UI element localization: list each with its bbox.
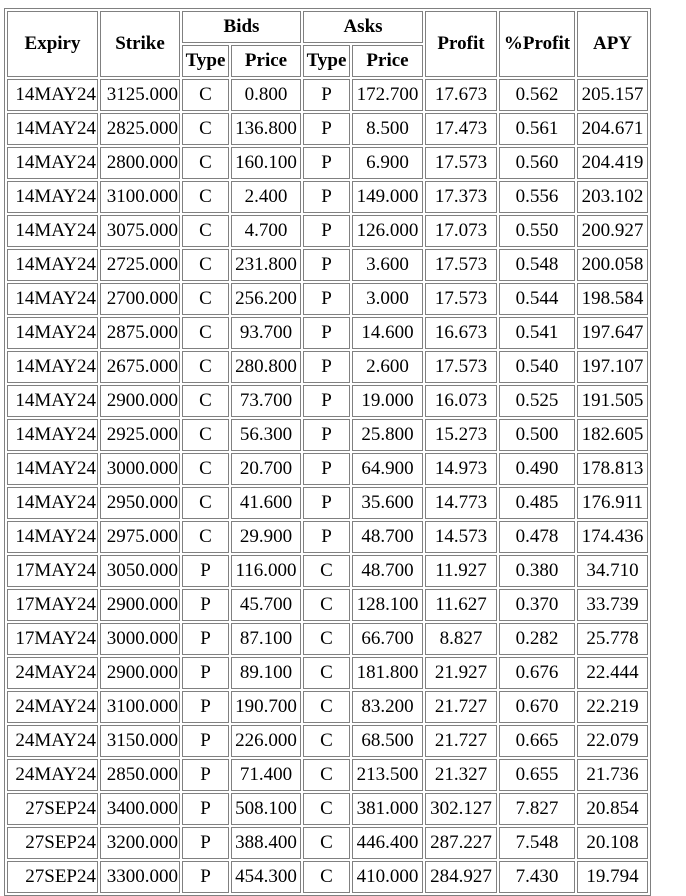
cell-bid-type: P: [182, 793, 229, 825]
cell-bid-type: C: [182, 113, 229, 145]
cell-pct-profit: 7.548: [499, 827, 575, 859]
table-body: [7, 79, 648, 893]
cell-ask-type: P: [303, 521, 350, 553]
cell-profit: 11.927: [425, 555, 497, 587]
table-row: [7, 691, 648, 723]
header-apy: APY: [577, 11, 648, 77]
cell-pct-profit: 0.665: [499, 725, 575, 757]
cell-bid-type: C: [182, 283, 229, 315]
cell-ask-type: C: [303, 725, 350, 757]
cell-expiry: 14MAY24: [7, 147, 98, 179]
cell-apy: 174.436: [577, 521, 648, 553]
header-expiry: Expiry: [7, 11, 98, 77]
cell-profit: 8.827: [425, 623, 497, 655]
table-row: [7, 419, 648, 451]
table-row: [7, 521, 648, 553]
cell-apy: 197.107: [577, 351, 648, 383]
cell-ask-type: C: [303, 555, 350, 587]
cell-bid-price: 29.900: [231, 521, 301, 553]
cell-expiry: 17MAY24: [7, 623, 98, 655]
cell-ask-price: 25.800: [352, 419, 423, 451]
cell-apy: 200.927: [577, 215, 648, 247]
cell-pct-profit: 0.548: [499, 249, 575, 281]
cell-expiry: 14MAY24: [7, 79, 98, 111]
cell-strike: 3300.000: [100, 861, 180, 893]
cell-apy: 20.854: [577, 793, 648, 825]
cell-expiry: 14MAY24: [7, 419, 98, 451]
cell-bid-type: P: [182, 555, 229, 587]
cell-apy: 22.219: [577, 691, 648, 723]
cell-pct-profit: 0.500: [499, 419, 575, 451]
cell-ask-price: 64.900: [352, 453, 423, 485]
cell-expiry: 14MAY24: [7, 113, 98, 145]
cell-bid-type: C: [182, 79, 229, 111]
cell-pct-profit: 0.550: [499, 215, 575, 247]
cell-profit: 14.773: [425, 487, 497, 519]
cell-expiry: 24MAY24: [7, 725, 98, 757]
cell-profit: 16.673: [425, 317, 497, 349]
header-row-top: [7, 11, 648, 43]
table-row: [7, 317, 648, 349]
cell-ask-type: C: [303, 827, 350, 859]
table-row: [7, 385, 648, 417]
cell-apy: 203.102: [577, 181, 648, 213]
cell-expiry: 27SEP24: [7, 827, 98, 859]
cell-bid-type: P: [182, 725, 229, 757]
cell-bid-type: P: [182, 759, 229, 791]
cell-bid-price: 0.800: [231, 79, 301, 111]
header-ask-type: Type: [303, 45, 350, 77]
cell-ask-price: 68.500: [352, 725, 423, 757]
cell-expiry: 14MAY24: [7, 351, 98, 383]
header-bid-price: Price: [231, 45, 301, 77]
table-row: [7, 215, 648, 247]
cell-bid-type: C: [182, 181, 229, 213]
cell-bid-price: 73.700: [231, 385, 301, 417]
cell-expiry: 14MAY24: [7, 487, 98, 519]
cell-strike: 3150.000: [100, 725, 180, 757]
table-row: [7, 793, 648, 825]
cell-apy: 176.911: [577, 487, 648, 519]
cell-bid-price: 45.700: [231, 589, 301, 621]
cell-ask-price: 48.700: [352, 521, 423, 553]
cell-expiry: 14MAY24: [7, 215, 98, 247]
cell-apy: 19.794: [577, 861, 648, 893]
cell-bid-type: C: [182, 419, 229, 451]
cell-pct-profit: 0.544: [499, 283, 575, 315]
cell-bid-type: P: [182, 861, 229, 893]
cell-strike: 3125.000: [100, 79, 180, 111]
cell-strike: 3000.000: [100, 453, 180, 485]
cell-bid-type: C: [182, 487, 229, 519]
table-row: [7, 79, 648, 111]
cell-expiry: 24MAY24: [7, 657, 98, 689]
cell-expiry: 14MAY24: [7, 181, 98, 213]
cell-ask-type: C: [303, 623, 350, 655]
cell-pct-profit: 0.676: [499, 657, 575, 689]
cell-ask-type: P: [303, 79, 350, 111]
cell-pct-profit: 7.430: [499, 861, 575, 893]
cell-profit: 17.573: [425, 249, 497, 281]
cell-bid-price: 454.300: [231, 861, 301, 893]
cell-bid-price: 71.400: [231, 759, 301, 791]
cell-pct-profit: 0.370: [499, 589, 575, 621]
cell-pct-profit: 0.478: [499, 521, 575, 553]
cell-ask-price: 149.000: [352, 181, 423, 213]
cell-ask-type: P: [303, 283, 350, 315]
table-row: [7, 759, 648, 791]
cell-profit: 21.727: [425, 691, 497, 723]
cell-apy: 200.058: [577, 249, 648, 281]
cell-strike: 3000.000: [100, 623, 180, 655]
cell-strike: 3400.000: [100, 793, 180, 825]
header-ask-price: Price: [352, 45, 423, 77]
cell-expiry: 14MAY24: [7, 317, 98, 349]
header-pct-profit: %Profit: [499, 11, 575, 77]
cell-apy: 22.444: [577, 657, 648, 689]
cell-ask-type: P: [303, 419, 350, 451]
table-row: [7, 589, 648, 621]
cell-expiry: 14MAY24: [7, 385, 98, 417]
cell-ask-type: C: [303, 759, 350, 791]
cell-strike: 2800.000: [100, 147, 180, 179]
cell-ask-type: P: [303, 453, 350, 485]
cell-ask-type: C: [303, 793, 350, 825]
cell-bid-type: P: [182, 827, 229, 859]
cell-profit: 287.227: [425, 827, 497, 859]
cell-profit: 17.073: [425, 215, 497, 247]
cell-bid-type: P: [182, 691, 229, 723]
cell-pct-profit: 0.670: [499, 691, 575, 723]
cell-profit: 302.127: [425, 793, 497, 825]
cell-bid-price: 160.100: [231, 147, 301, 179]
header-bid-type: Type: [182, 45, 229, 77]
cell-bid-price: 116.000: [231, 555, 301, 587]
cell-profit: 14.573: [425, 521, 497, 553]
cell-apy: 178.813: [577, 453, 648, 485]
cell-ask-price: 2.600: [352, 351, 423, 383]
cell-pct-profit: 0.541: [499, 317, 575, 349]
cell-bid-price: 508.100: [231, 793, 301, 825]
cell-ask-type: C: [303, 589, 350, 621]
cell-bid-type: C: [182, 521, 229, 553]
cell-bid-type: C: [182, 215, 229, 247]
cell-ask-price: 181.800: [352, 657, 423, 689]
cell-bid-type: P: [182, 589, 229, 621]
cell-strike: 3075.000: [100, 215, 180, 247]
cell-pct-profit: 0.655: [499, 759, 575, 791]
cell-apy: 204.671: [577, 113, 648, 145]
table-row: [7, 283, 648, 315]
table-row: [7, 113, 648, 145]
cell-ask-type: C: [303, 691, 350, 723]
table-row: [7, 453, 648, 485]
header-bids: Bids: [182, 11, 301, 43]
cell-ask-price: 14.600: [352, 317, 423, 349]
cell-ask-type: P: [303, 113, 350, 145]
header-profit: Profit: [425, 11, 497, 77]
cell-expiry: 27SEP24: [7, 793, 98, 825]
cell-pct-profit: 7.827: [499, 793, 575, 825]
cell-ask-type: P: [303, 385, 350, 417]
cell-strike: 2725.000: [100, 249, 180, 281]
cell-profit: 284.927: [425, 861, 497, 893]
cell-expiry: 17MAY24: [7, 589, 98, 621]
cell-ask-price: 8.500: [352, 113, 423, 145]
cell-profit: 21.927: [425, 657, 497, 689]
table-header: [7, 11, 648, 77]
cell-pct-profit: 0.525: [499, 385, 575, 417]
cell-strike: 2675.000: [100, 351, 180, 383]
cell-pct-profit: 0.282: [499, 623, 575, 655]
cell-ask-price: 446.400: [352, 827, 423, 859]
cell-bid-type: C: [182, 385, 229, 417]
cell-bid-type: P: [182, 623, 229, 655]
cell-ask-price: 66.700: [352, 623, 423, 655]
cell-bid-type: C: [182, 317, 229, 349]
cell-pct-profit: 0.556: [499, 181, 575, 213]
cell-bid-price: 226.000: [231, 725, 301, 757]
cell-profit: 17.373: [425, 181, 497, 213]
table-row: [7, 249, 648, 281]
table-row: [7, 861, 648, 893]
cell-expiry: 14MAY24: [7, 249, 98, 281]
cell-expiry: 14MAY24: [7, 521, 98, 553]
cell-expiry: 14MAY24: [7, 453, 98, 485]
cell-pct-profit: 0.561: [499, 113, 575, 145]
cell-expiry: 14MAY24: [7, 283, 98, 315]
cell-ask-type: C: [303, 861, 350, 893]
cell-profit: 21.327: [425, 759, 497, 791]
table-row: [7, 147, 648, 179]
cell-apy: 22.079: [577, 725, 648, 757]
cell-pct-profit: 0.540: [499, 351, 575, 383]
cell-ask-price: 35.600: [352, 487, 423, 519]
cell-expiry: 17MAY24: [7, 555, 98, 587]
cell-strike: 2900.000: [100, 589, 180, 621]
cell-ask-price: 83.200: [352, 691, 423, 723]
cell-apy: 182.605: [577, 419, 648, 451]
header-strike: Strike: [100, 11, 180, 77]
cell-strike: 2900.000: [100, 657, 180, 689]
cell-pct-profit: 0.485: [499, 487, 575, 519]
cell-bid-price: 20.700: [231, 453, 301, 485]
cell-strike: 2975.000: [100, 521, 180, 553]
cell-ask-type: C: [303, 657, 350, 689]
cell-ask-price: 126.000: [352, 215, 423, 247]
cell-strike: 2900.000: [100, 385, 180, 417]
cell-ask-price: 172.700: [352, 79, 423, 111]
cell-profit: 15.273: [425, 419, 497, 451]
cell-strike: 2925.000: [100, 419, 180, 451]
cell-strike: 3100.000: [100, 181, 180, 213]
cell-profit: 17.473: [425, 113, 497, 145]
table-row: [7, 351, 648, 383]
cell-apy: 197.647: [577, 317, 648, 349]
cell-apy: 25.778: [577, 623, 648, 655]
cell-apy: 205.157: [577, 79, 648, 111]
cell-bid-price: 280.800: [231, 351, 301, 383]
cell-profit: 17.573: [425, 147, 497, 179]
cell-strike: 3200.000: [100, 827, 180, 859]
cell-ask-price: 3.600: [352, 249, 423, 281]
cell-ask-type: P: [303, 487, 350, 519]
cell-expiry: 24MAY24: [7, 691, 98, 723]
cell-ask-price: 48.700: [352, 555, 423, 587]
cell-bid-price: 87.100: [231, 623, 301, 655]
cell-strike: 2825.000: [100, 113, 180, 145]
cell-bid-type: C: [182, 249, 229, 281]
cell-pct-profit: 0.490: [499, 453, 575, 485]
table-row: [7, 657, 648, 689]
cell-apy: 191.505: [577, 385, 648, 417]
table-row: [7, 827, 648, 859]
cell-profit: 16.073: [425, 385, 497, 417]
cell-bid-price: 256.200: [231, 283, 301, 315]
cell-profit: 17.673: [425, 79, 497, 111]
options-arbitrage-table: [4, 8, 651, 896]
cell-strike: 2850.000: [100, 759, 180, 791]
cell-ask-price: 19.000: [352, 385, 423, 417]
cell-apy: 198.584: [577, 283, 648, 315]
cell-ask-price: 381.000: [352, 793, 423, 825]
cell-bid-type: C: [182, 147, 229, 179]
cell-apy: 21.736: [577, 759, 648, 791]
cell-bid-price: 136.800: [231, 113, 301, 145]
cell-apy: 33.739: [577, 589, 648, 621]
cell-strike: 2875.000: [100, 317, 180, 349]
cell-bid-type: C: [182, 453, 229, 485]
cell-pct-profit: 0.560: [499, 147, 575, 179]
cell-ask-price: 128.100: [352, 589, 423, 621]
cell-apy: 20.108: [577, 827, 648, 859]
cell-bid-price: 2.400: [231, 181, 301, 213]
cell-profit: 14.973: [425, 453, 497, 485]
cell-bid-price: 231.800: [231, 249, 301, 281]
cell-strike: 3100.000: [100, 691, 180, 723]
cell-bid-price: 89.100: [231, 657, 301, 689]
cell-strike: 2700.000: [100, 283, 180, 315]
cell-expiry: 27SEP24: [7, 861, 98, 893]
table-row: [7, 487, 648, 519]
cell-bid-price: 190.700: [231, 691, 301, 723]
cell-ask-type: P: [303, 215, 350, 247]
cell-ask-price: 6.900: [352, 147, 423, 179]
cell-pct-profit: 0.380: [499, 555, 575, 587]
cell-profit: 17.573: [425, 351, 497, 383]
cell-profit: 21.727: [425, 725, 497, 757]
cell-ask-type: P: [303, 249, 350, 281]
cell-bid-type: C: [182, 351, 229, 383]
cell-strike: 2950.000: [100, 487, 180, 519]
table-row: [7, 623, 648, 655]
cell-strike: 3050.000: [100, 555, 180, 587]
cell-apy: 204.419: [577, 147, 648, 179]
cell-pct-profit: 0.562: [499, 79, 575, 111]
cell-ask-price: 3.000: [352, 283, 423, 315]
cell-ask-price: 410.000: [352, 861, 423, 893]
cell-apy: 34.710: [577, 555, 648, 587]
cell-ask-type: P: [303, 317, 350, 349]
cell-profit: 17.573: [425, 283, 497, 315]
table-row: [7, 725, 648, 757]
header-asks: Asks: [303, 11, 423, 43]
cell-bid-price: 93.700: [231, 317, 301, 349]
cell-bid-price: 56.300: [231, 419, 301, 451]
table-row: [7, 181, 648, 213]
cell-bid-type: P: [182, 657, 229, 689]
cell-bid-price: 41.600: [231, 487, 301, 519]
cell-expiry: 24MAY24: [7, 759, 98, 791]
cell-bid-price: 388.400: [231, 827, 301, 859]
cell-ask-type: P: [303, 147, 350, 179]
table-row: [7, 555, 648, 587]
cell-ask-type: P: [303, 351, 350, 383]
cell-ask-price: 213.500: [352, 759, 423, 791]
cell-ask-type: P: [303, 181, 350, 213]
cell-profit: 11.627: [425, 589, 497, 621]
cell-bid-price: 4.700: [231, 215, 301, 247]
